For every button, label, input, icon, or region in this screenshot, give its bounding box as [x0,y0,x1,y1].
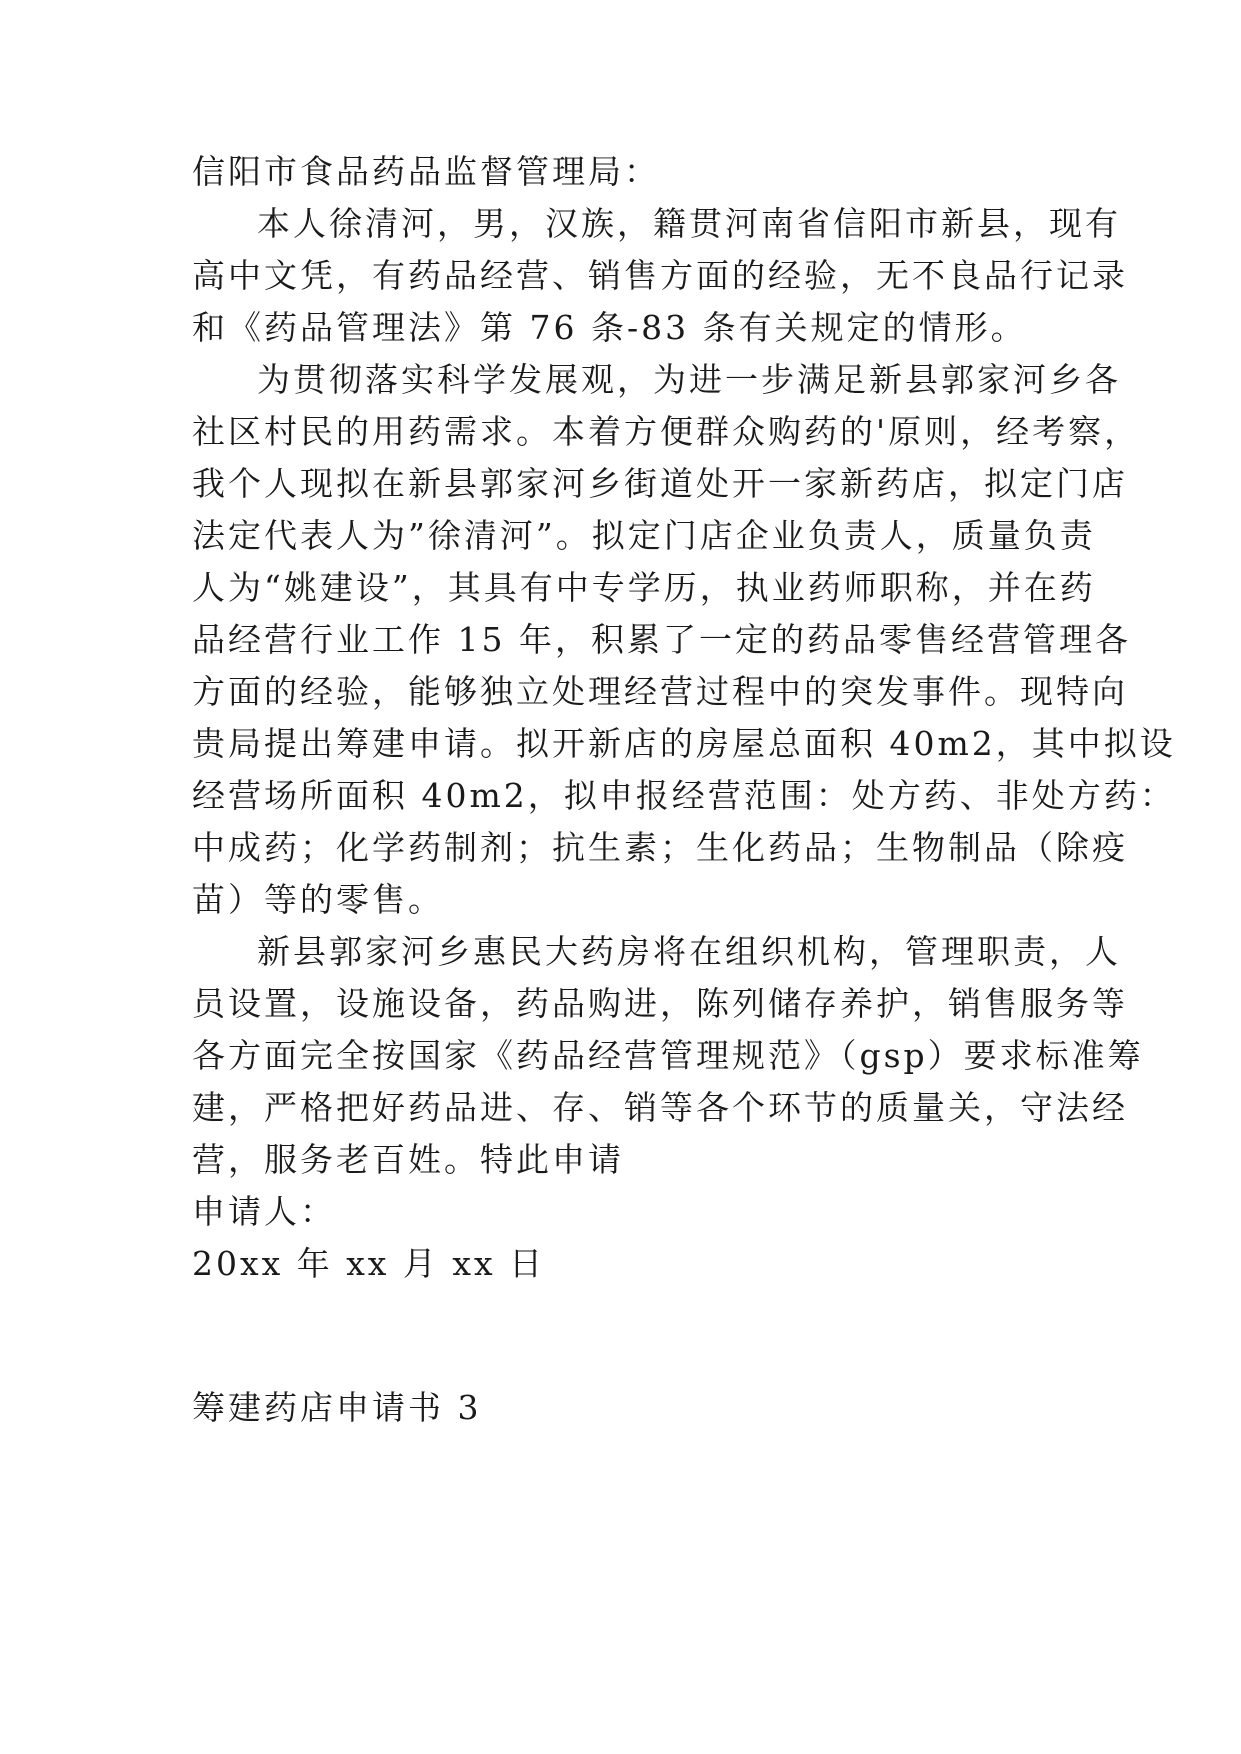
paragraph-3-line-2: 员设置，设施设备，药品购进，陈列储存养护，销售服务等 [192,984,1128,1023]
paragraph-2-line-6: 品经营行业工作 15 年，积累了一定的药品零售经营管理各 [192,620,1131,659]
paragraph-2-line-3: 我个人现拟在新县郭家河乡街道处开一家新药店，拟定门店 [192,464,1128,503]
paragraph-1-line-2: 高中文凭，有药品经营、销售方面的经验，无不良品行记录 [192,256,1128,295]
paragraph-3-line-1: 新县郭家河乡惠民大药房将在组织机构，管理职责，人 [257,932,1121,971]
paragraph-2-line-7: 方面的经验，能够独立处理经营过程中的突发事件。现特向 [192,672,1128,711]
paragraph-2-line-9: 经营场所面积 40m2，拟申报经营范围：处方药、非处方药： [192,776,1176,815]
paragraph-3-line-3: 各方面完全按国家《药品经营管理规范》（gsp）要求标准筹 [192,1036,1144,1075]
paragraph-2-line-5: 人为“姚建设”，其具有中专学历，执业药师职称，并在药 [192,568,1096,607]
paragraph-2-line-1: 为贯彻落实科学发展观，为进一步满足新县郭家河乡各 [257,360,1121,399]
paragraph-2-line-8: 贵局提出筹建申请。拟开新店的房屋总面积 40m2，其中拟设 [192,724,1176,763]
paragraph-3-line-5: 营，服务老百姓。特此申请 [192,1140,624,1179]
paragraph-1-line-1: 本人徐清河，男，汉族，籍贯河南省信阳市新县，现有 [257,204,1121,243]
paragraph-2-line-10: 中成药；化学药制剂；抗生素；生化药品；生物制品（除疫 [192,828,1128,867]
paragraph-2-line-11: 苗）等的零售。 [192,880,444,919]
paragraph-1-line-3: 和《药品管理法》第 76 条-83 条有关规定的情形。 [192,308,1027,347]
paragraph-3-line-4: 建，严格把好药品进、存、销等各个环节的质量关，守法经 [192,1088,1128,1127]
salutation: 信阳市食品药品监督管理局： [192,152,660,191]
next-section-title: 筹建药店申请书 3 [192,1388,482,1427]
applicant-label: 申请人： [192,1192,336,1231]
date-line: 20xx 年 xx 月 xx 日 [192,1244,546,1283]
paragraph-2-line-2: 社区村民的用药需求。本着方便群众购药的'原则，经考察， [192,412,1141,451]
paragraph-2-line-4: 法定代表人为”徐清河”。拟定门店企业负责人，质量负责 [192,516,1096,555]
